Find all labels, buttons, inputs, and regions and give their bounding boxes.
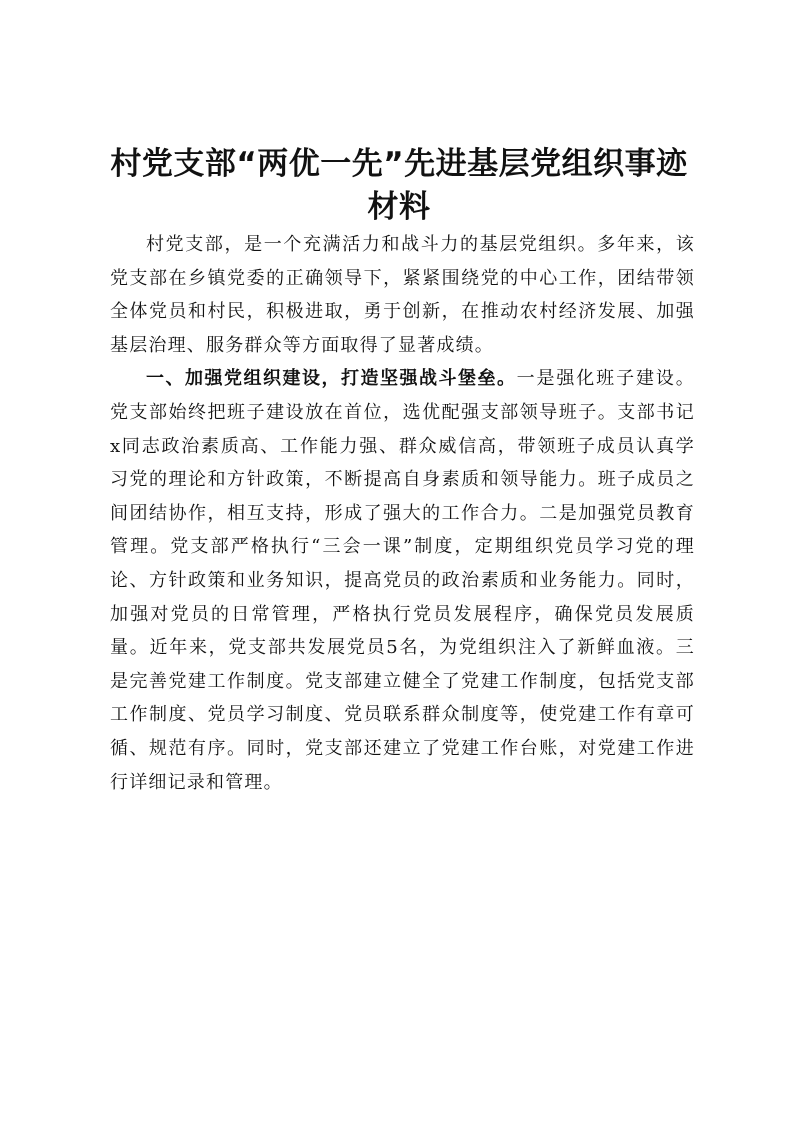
section-1-heading: 一、加强党组织建设，打造坚强战斗堡垒。 (146, 368, 517, 390)
intro-paragraph: 村党支部，是一个充满活力和战斗力的基层党组织。多年来，该党支部在乡镇党委的正确领导下，紧紧围绕党的中心工作，团结带领全体党员和村民，积极进取，勇于创新，在推动农村经济发展、加强基层治理、服务群众等方面取得了显著成绩。 (110, 234, 695, 356)
section-1-paragraph (110, 362, 695, 799)
document-body (110, 228, 695, 799)
section-1-body: 一是强化班子建设。党支部始终把班子建设放在首位，选优配强支部领导班子。支部书记x同志政治素质高、工作能力强、群众威信高，带领班子成员认真学习党的理论和方针政策，不断提高自身素质和领导能力。班子成员之间团结协作，相互支持，形成了强大的工作合力。二是加强党员教育管理。党支部严格执行“三会一课”制度，定期组织党员学习党的理论、方针政策和业务知识，提高党员的政治素质和业务能力。同时，加强对党员的日常管理，严格执行党员发展程序，确保党员发展质量。近年来，党支部共发展党员5名，为党组织注入了新鲜血液。三是完善党建工作制度。党支部建立健全了党建工作制度，包括党支部工作制度、党员学习制度、党员联系群众制度等，使党建工作有章可循、规范有序。同时，党支部还建立了党建工作台账，对党建工作进行详细记录和管理。 (110, 368, 695, 793)
document-title: 村党支部“两优一先”先进基层党组织事迹材料 (110, 146, 688, 225)
